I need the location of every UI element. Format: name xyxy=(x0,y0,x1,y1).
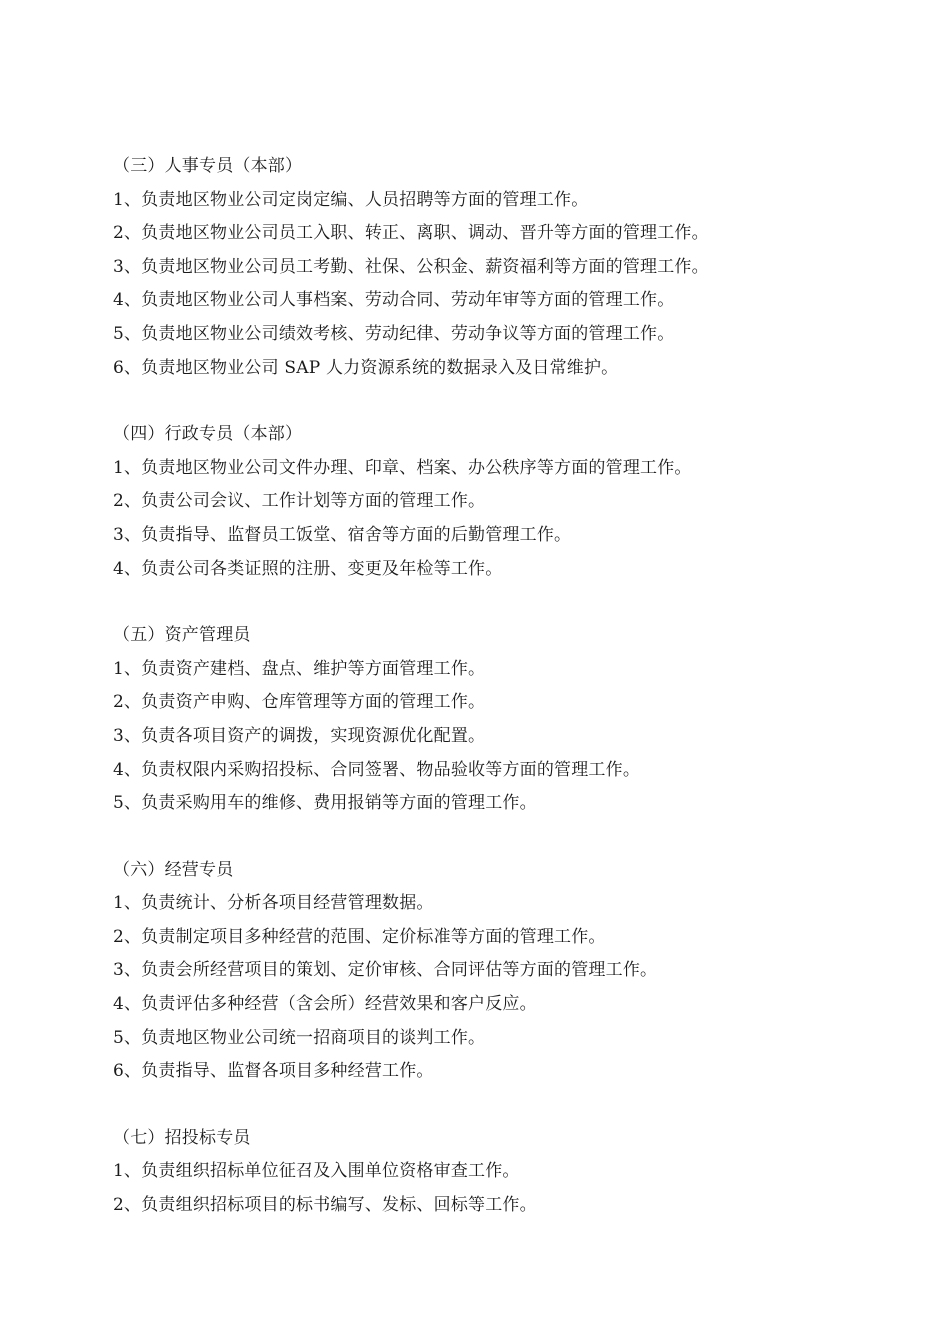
list-item: 1、负责组织招标单位征召及入围单位资格审查工作。 xyxy=(113,1161,520,1182)
section-operations-specialist xyxy=(113,854,893,1089)
section-hr-specialist xyxy=(113,150,893,385)
list-item: 3、负责各项目资产的调拨，实现资源优化配置。 xyxy=(113,725,486,746)
list-item: 3、负责指导、监督员工饭堂、宿舍等方面的后勤管理工作。 xyxy=(113,524,572,545)
section-heading: （五）资产管理员 xyxy=(113,625,251,646)
section-bidding-specialist xyxy=(113,1122,893,1223)
list-item: 4、负责地区物业公司人事档案、劳动合同、劳动年审等方面的管理工作。 xyxy=(113,290,675,311)
list-item: 4、负责评估多种经营（含会所）经营效果和客户反应。 xyxy=(113,994,537,1015)
section-heading: （七）招投标专员 xyxy=(113,1127,251,1148)
section-heading: （六）经营专员 xyxy=(113,859,234,880)
list-item: 5、负责地区物业公司绩效考核、劳动纪律、劳动争议等方面的管理工作。 xyxy=(113,323,675,344)
section-heading: （四）行政专员（本部） xyxy=(113,424,303,445)
list-item: 1、负责地区物业公司文件办理、印章、档案、办公秩序等方面的管理工作。 xyxy=(113,457,692,478)
section-admin-specialist xyxy=(113,418,893,586)
list-item: 1、负责统计、分析各项目经营管理数据。 xyxy=(113,893,434,914)
section-asset-manager xyxy=(113,619,893,821)
list-item: 6、负责指导、监督各项目多种经营工作。 xyxy=(113,1061,434,1082)
list-item: 1、负责资产建档、盘点、维护等方面管理工作。 xyxy=(113,658,486,679)
section-heading: （三）人事专员（本部） xyxy=(113,156,303,176)
list-item: 5、负责地区物业公司统一招商项目的谈判工作。 xyxy=(113,1027,486,1048)
list-item: 5、负责采购用车的维修、费用报销等方面的管理工作。 xyxy=(113,793,537,814)
list-item: 1、负责地区物业公司定岗定编、人员招聘等方面的管理工作。 xyxy=(113,189,589,210)
list-item: 6、负责地区物业公司 SAP 人力资源系统的数据录入及日常维护。 xyxy=(113,357,619,378)
list-item: 2、负责公司会议、工作计划等方面的管理工作。 xyxy=(113,491,486,512)
list-item: 3、负责地区物业公司员工考勤、社保、公积金、薪资福利等方面的管理工作。 xyxy=(113,256,709,277)
list-item: 2、负责组织招标项目的标书编写、发标、回标等工作。 xyxy=(113,1195,537,1216)
list-item: 2、负责制定项目多种经营的范围、定价标准等方面的管理工作。 xyxy=(113,926,606,947)
list-item: 3、负责会所经营项目的策划、定价审核、合同评估等方面的管理工作。 xyxy=(113,960,658,981)
list-item: 4、负责权限内采购招投标、合同签署、物品验收等方面的管理工作。 xyxy=(113,759,641,780)
list-item: 2、负责地区物业公司员工入职、转正、离职、调动、晋升等方面的管理工作。 xyxy=(113,223,709,244)
list-item: 4、负责公司各类证照的注册、变更及年检等工作。 xyxy=(113,558,503,579)
document-body xyxy=(113,150,893,1256)
list-item: 2、负责资产申购、仓库管理等方面的管理工作。 xyxy=(113,692,486,713)
